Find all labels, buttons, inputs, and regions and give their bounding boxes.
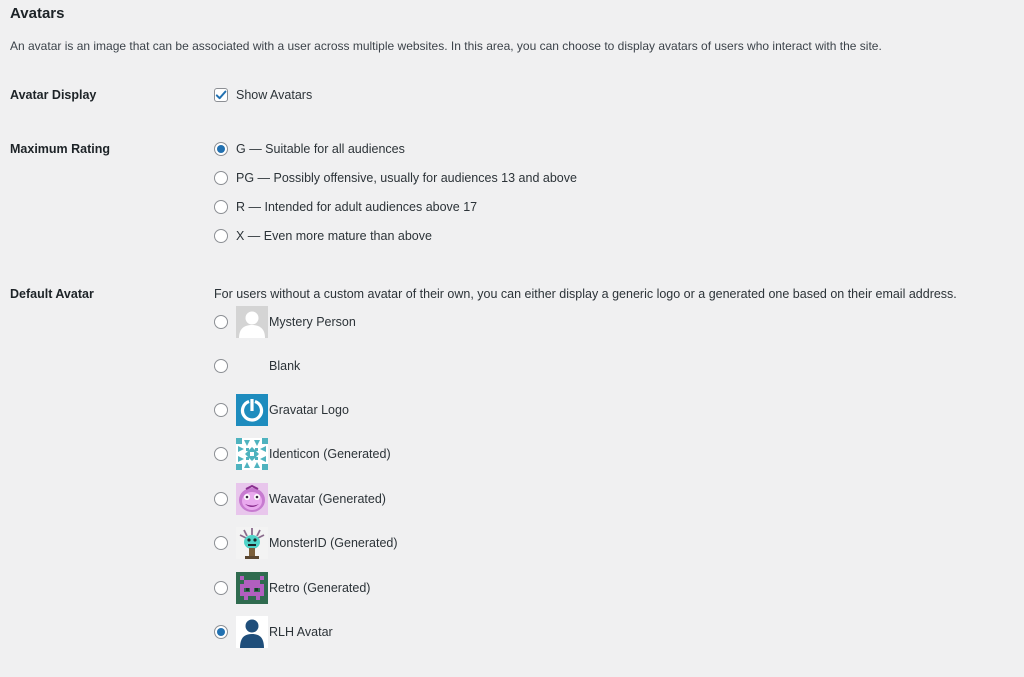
monsterid-icon xyxy=(236,527,268,559)
blank-label: Blank xyxy=(269,359,301,373)
rating-g-option[interactable] xyxy=(214,140,405,158)
rating-x-radio[interactable] xyxy=(214,229,228,243)
avatar-option-blank[interactable] xyxy=(214,350,300,382)
avatar-option-retro[interactable] xyxy=(214,572,370,604)
avatar-option-wavatar[interactable] xyxy=(214,483,386,515)
avatar-option-rlh[interactable] xyxy=(214,616,333,648)
rating-r-option[interactable] xyxy=(214,198,477,216)
wavatar-radio[interactable] xyxy=(214,492,228,506)
rating-g-label: G — Suitable for all audiences xyxy=(236,142,405,156)
retro-label: Retro (Generated) xyxy=(269,581,371,595)
gravatar-logo-radio[interactable] xyxy=(214,403,228,417)
wavatar-icon xyxy=(236,483,268,515)
blank-radio[interactable] xyxy=(214,359,228,373)
rating-pg-option[interactable] xyxy=(214,169,577,187)
rating-pg-label: PG — Possibly offensive, usually for audiences 13 and above xyxy=(236,171,577,185)
show-avatars-option[interactable] xyxy=(214,86,312,104)
rating-pg-radio[interactable] xyxy=(214,171,228,185)
avatar-option-mystery-person[interactable] xyxy=(214,306,356,338)
retro-icon xyxy=(236,572,268,604)
avatar-option-identicon[interactable] xyxy=(214,438,391,470)
rating-x-option[interactable] xyxy=(214,227,432,245)
rating-r-label: R — Intended for adult audiences above 17 xyxy=(236,200,478,214)
default-avatar-label: Default Avatar xyxy=(10,287,94,301)
monsterid-radio[interactable] xyxy=(214,536,228,550)
show-avatars-checkbox[interactable] xyxy=(214,88,228,102)
wavatar-label: Wavatar (Generated) xyxy=(269,492,386,506)
identicon-label: Identicon (Generated) xyxy=(269,447,391,461)
identicon-icon xyxy=(236,438,268,470)
retro-radio[interactable] xyxy=(214,581,228,595)
gravatar-logo-icon xyxy=(236,394,268,426)
rating-x-label: X — Even more mature than above xyxy=(236,229,432,243)
section-description: An avatar is an image that can be associated with a user across multiple websites. In this area, you can choose to display avatars of users who interact with the site. xyxy=(10,39,882,53)
avatar-option-gravatar-logo[interactable] xyxy=(214,394,349,426)
mystery-person-icon xyxy=(236,306,268,338)
maximum-rating-label: Maximum Rating xyxy=(10,142,111,156)
rlh-avatar-icon xyxy=(236,616,268,648)
monsterid-label: MonsterID (Generated) xyxy=(269,536,398,550)
rating-r-radio[interactable] xyxy=(214,200,228,214)
show-avatars-label: Show Avatars xyxy=(236,88,313,102)
mystery-person-label: Mystery Person xyxy=(269,315,356,329)
gravatar-logo-label: Gravatar Logo xyxy=(269,403,349,417)
default-avatar-description: For users without a custom avatar of their own, you can either display a generic logo or a generated one based on their email address. xyxy=(214,287,957,301)
avatar-display-label: Avatar Display xyxy=(10,88,97,102)
avatar-option-monsterid[interactable] xyxy=(214,527,398,559)
rating-g-radio[interactable] xyxy=(214,142,228,156)
page-title: Avatars xyxy=(10,5,65,22)
checkmark-icon xyxy=(215,89,227,101)
blank-icon xyxy=(236,350,268,382)
rlh-avatar-label: RLH Avatar xyxy=(269,625,333,639)
rlh-avatar-radio[interactable] xyxy=(214,625,228,639)
mystery-person-radio[interactable] xyxy=(214,315,228,329)
identicon-radio[interactable] xyxy=(214,447,228,461)
